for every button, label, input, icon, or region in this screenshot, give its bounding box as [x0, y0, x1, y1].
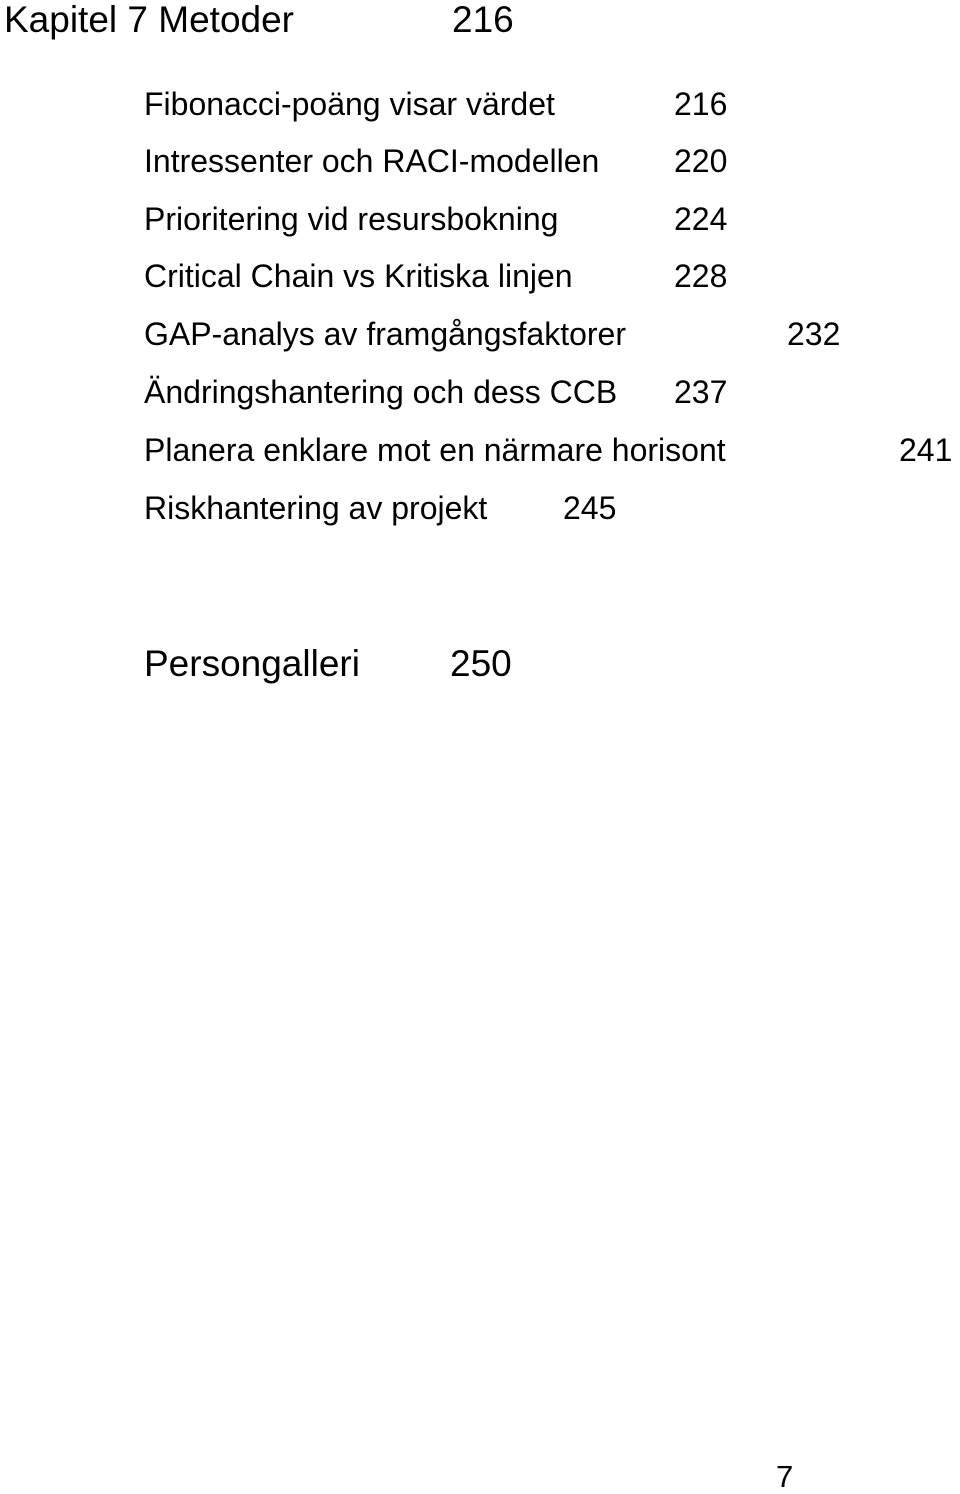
- page-number: 7: [776, 1459, 794, 1494]
- toc-entry-andringshantering[interactable]: [144, 374, 728, 410]
- section-page: 250: [450, 643, 512, 684]
- toc-entry-riskhantering[interactable]: [144, 490, 617, 526]
- toc-entry-title: GAP-analys av framgångsfaktorer: [144, 316, 626, 352]
- toc-entry-prioritering[interactable]: [144, 201, 728, 237]
- toc-entry-title: Planera enklare mot en närmare horisont: [144, 432, 726, 468]
- toc-entry-page: 220: [674, 143, 728, 179]
- toc-entry-raci[interactable]: [144, 143, 728, 179]
- toc-entry-page: 228: [674, 258, 728, 294]
- chapter-heading: [4, 0, 514, 40]
- toc-entry-page: 245: [563, 490, 617, 526]
- toc-entry-title: Ändringshantering och dess CCB: [144, 374, 618, 410]
- toc-entry-page: 216: [674, 86, 728, 122]
- toc-entry-title: Riskhantering av projekt: [144, 490, 488, 526]
- toc-entry-title: Intressenter och RACI-modellen: [144, 143, 600, 179]
- toc-entry-page: 237: [674, 374, 728, 410]
- toc-entry-page: 232: [787, 316, 841, 352]
- toc-entry-title: Prioritering vid resursbokning: [144, 201, 559, 237]
- toc-entry-page: 241: [899, 432, 953, 468]
- toc-entry-critical-chain[interactable]: [144, 258, 728, 294]
- chapter-title: Kapitel 7 Metoder: [4, 0, 295, 40]
- toc-entry-planera[interactable]: [144, 432, 953, 468]
- toc-entry-title: Fibonacci-poäng visar värdet: [144, 86, 555, 122]
- section-heading[interactable]: [144, 643, 512, 684]
- toc-entry-gap-analys[interactable]: [144, 316, 841, 352]
- section-title: Persongalleri: [144, 643, 360, 684]
- toc-entry-fibonacci[interactable]: [144, 86, 728, 122]
- toc-entry-page: 224: [674, 201, 728, 237]
- toc-entry-title: Critical Chain vs Kritiska linjen: [144, 258, 573, 294]
- chapter-page: 216: [452, 0, 514, 40]
